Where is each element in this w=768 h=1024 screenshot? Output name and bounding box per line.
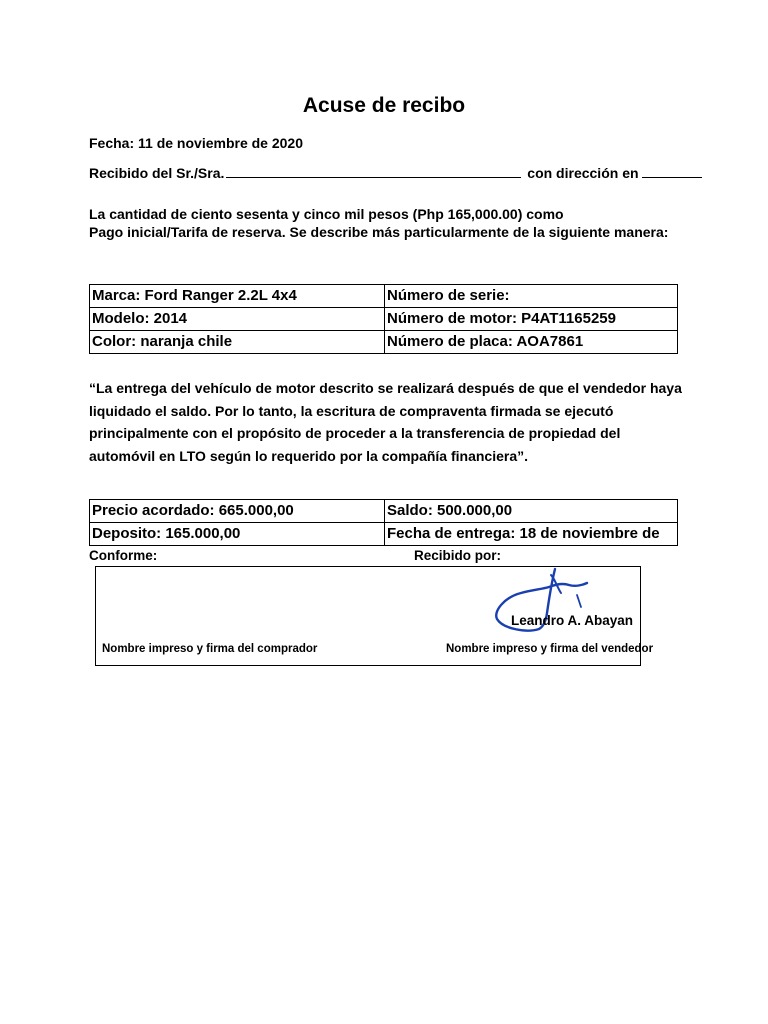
received-from-prefix: Recibido del Sr./Sra.	[89, 165, 225, 181]
table-row	[90, 308, 678, 331]
table-cell: Número de serie:	[385, 285, 678, 308]
table-cell: Modelo: 2014	[90, 308, 385, 331]
amount-paragraph	[89, 205, 689, 241]
buyer-signature-caption: Nombre impreso y firma del comprador	[102, 643, 318, 655]
payment-table	[89, 499, 678, 546]
table-row	[90, 285, 678, 308]
date-line: Fecha: 11 de noviembre de 2020	[89, 135, 303, 151]
signature-box	[95, 566, 654, 666]
table-cell: Precio acordado: 665.000,00	[90, 500, 385, 523]
delivery-terms-paragraph: “La entrega del vehículo de motor descrito se realizará después de que el vendedor haya liquidado el saldo. Por lo tanto, la escritura de compraventa firmada se ejecutó principalmente con el propósito de proceder a la transferencia de propiedad del automóvil en LTO según lo requerido por la compañía financiera”.	[89, 380, 682, 464]
seller-signature-caption: Nombre impreso y firma del vendedor	[446, 643, 654, 655]
table-cell: Fecha de entrega: 18 de noviembre de	[385, 523, 678, 546]
document-title: Acuse de recibo	[302, 94, 466, 117]
table-cell: Número de placa: AOA7861	[385, 331, 678, 354]
table-cell: Marca: Ford Ranger 2.2L 4x4	[90, 285, 385, 308]
address-blank	[642, 165, 702, 178]
address-prefix: con dirección en	[527, 165, 639, 181]
table-row	[90, 500, 678, 523]
received-from-line	[89, 165, 677, 181]
table-cell: Saldo: 500.000,00	[385, 500, 678, 523]
table-cell: Deposito: 165.000,00	[90, 523, 385, 546]
amount-line-1: La cantidad de ciento sesenta y cinco mil pesos (Php 165,000.00) como	[89, 206, 564, 222]
table-row	[90, 331, 678, 354]
table-cell: Número de motor: P4AT1165259	[385, 308, 678, 331]
name-blank	[226, 165, 521, 178]
amount-line-2: Pago inicial/Tarifa de reserva. Se describe más particularmente de la siguiente manera:	[89, 224, 669, 240]
table-cell: Color: naranja chile	[90, 331, 385, 354]
conforme-label: Conforme:	[89, 548, 158, 563]
received-by-label: Recibido por:	[414, 548, 501, 563]
vehicle-table	[89, 284, 678, 354]
seller-printed-name: Leandro A. Abayan	[511, 613, 634, 628]
table-row	[90, 523, 678, 546]
